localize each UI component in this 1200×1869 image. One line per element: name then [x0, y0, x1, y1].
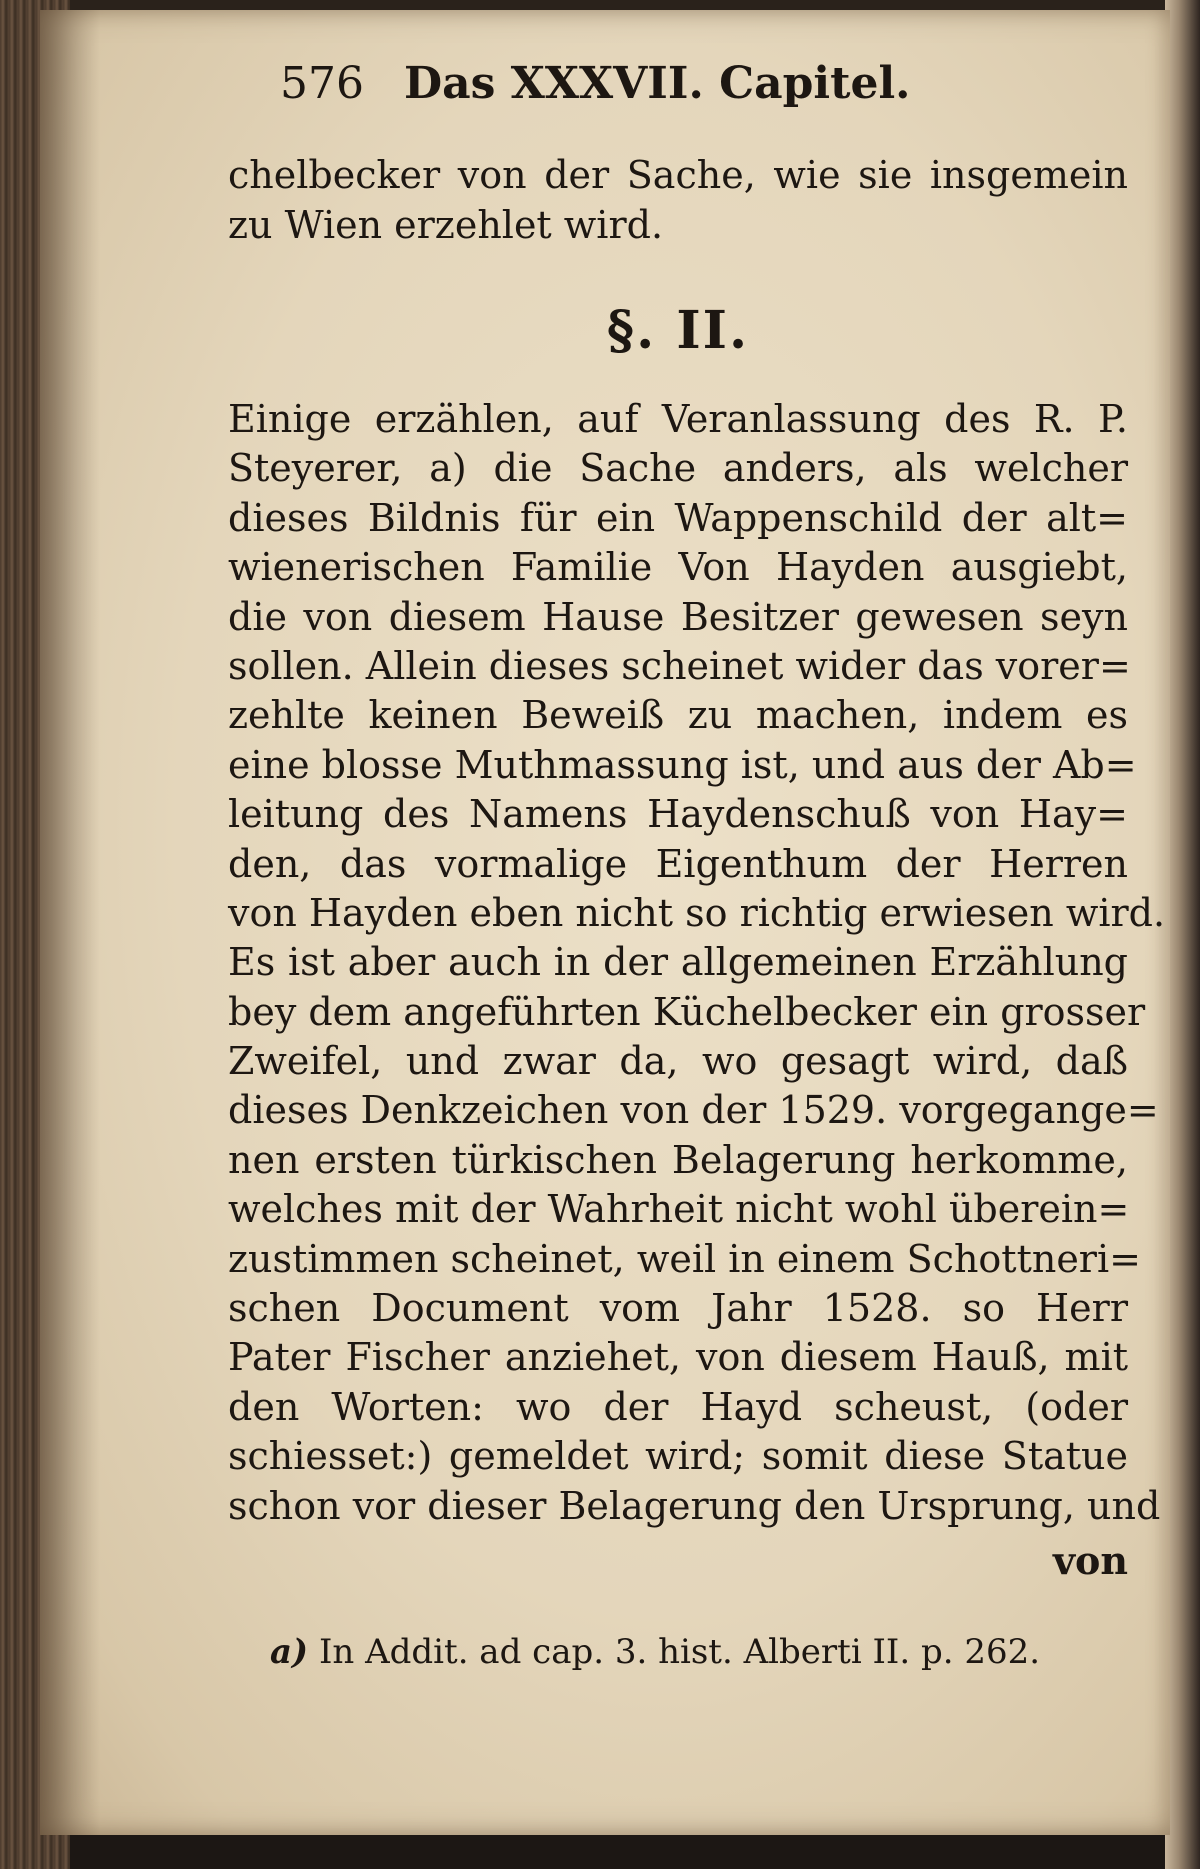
text-line: den Worten: wo der Hayd scheust, (oder: [228, 1384, 1128, 1429]
text-line: die von diesem Hause Besitzer gewesen seyn: [228, 594, 1128, 639]
text-line: Einige erzählen, auf Veranlassung des R. P.: [228, 397, 1128, 441]
text-line: sollen. Allein dieses scheinet wider das vorer=: [228, 643, 1131, 688]
catchword: von: [1052, 1538, 1128, 1583]
text-line: welches mit der Wahrheit nicht wohl überein=: [228, 1187, 1130, 1232]
text-line: chelbecker von der Sache, wie sie insgemein: [228, 153, 1128, 197]
text-line: Steyerer, a) die Sache anders, als welcher: [228, 446, 1128, 491]
page-number: 576: [280, 58, 364, 109]
text-line: wienerischen Familie Von Hayden ausgiebt,: [228, 545, 1128, 590]
text-line: zehlte keinen Beweiß zu machen, indem es: [228, 693, 1128, 738]
section-heading: §. II.: [606, 300, 750, 361]
text-line: zustimmen scheinet, weil in einem Schottneri=: [228, 1236, 1141, 1281]
text-line: von Hayden eben nicht so richtig erwiesen wird.: [228, 890, 1166, 935]
text-line: dieses Bildnis für ein Wappenschild der alt=: [228, 495, 1128, 540]
text-line: Es ist aber auch in der allgemeinen Erzählung: [228, 940, 1128, 985]
text-line: Zweifel, und zwar da, wo gesagt wird, daß: [228, 1039, 1128, 1084]
page-right-edge: [1165, 0, 1200, 1869]
footnote-mark: a): [270, 1632, 309, 1672]
text-line: dieses Denkzeichen von der 1529. vorgegange=: [228, 1088, 1159, 1133]
running-head: [280, 58, 980, 109]
text-line: zu Wien erzehlet wird.: [228, 203, 664, 247]
continued-text: [228, 150, 1128, 250]
footnote-text: In Addit. ad cap. 3. hist. Alberti II. p. 262.: [318, 1632, 1041, 1672]
text-line: eine blosse Muthmassung ist, und aus der Ab=: [228, 742, 1137, 787]
footnote: [270, 1632, 1130, 1672]
text-line: Pater Fischer anziehet, von diesem Hauß, mit: [228, 1335, 1128, 1380]
text-line: schiesset:) gemeldet wird; somit diese Statue: [228, 1434, 1128, 1479]
running-title: Das XXXVII. Capitel.: [404, 58, 911, 109]
text-line: leitung des Namens Haydenschuß von Hay=: [228, 792, 1128, 837]
section-paragraph: [228, 395, 1166, 1531]
text-line: den, das vormalige Eigenthum der Herren: [228, 841, 1128, 886]
text-line: schon vor dieser Belagerung den Ursprung, und: [228, 1483, 1161, 1528]
text-line: bey dem angeführten Küchelbecker ein grosser: [228, 989, 1146, 1034]
text-line: nen ersten türkischen Belagerung herkomme,: [228, 1137, 1128, 1182]
gutter-shadow: [40, 10, 100, 1835]
text-line: schen Document vom Jahr 1528. so Herr: [228, 1286, 1128, 1331]
